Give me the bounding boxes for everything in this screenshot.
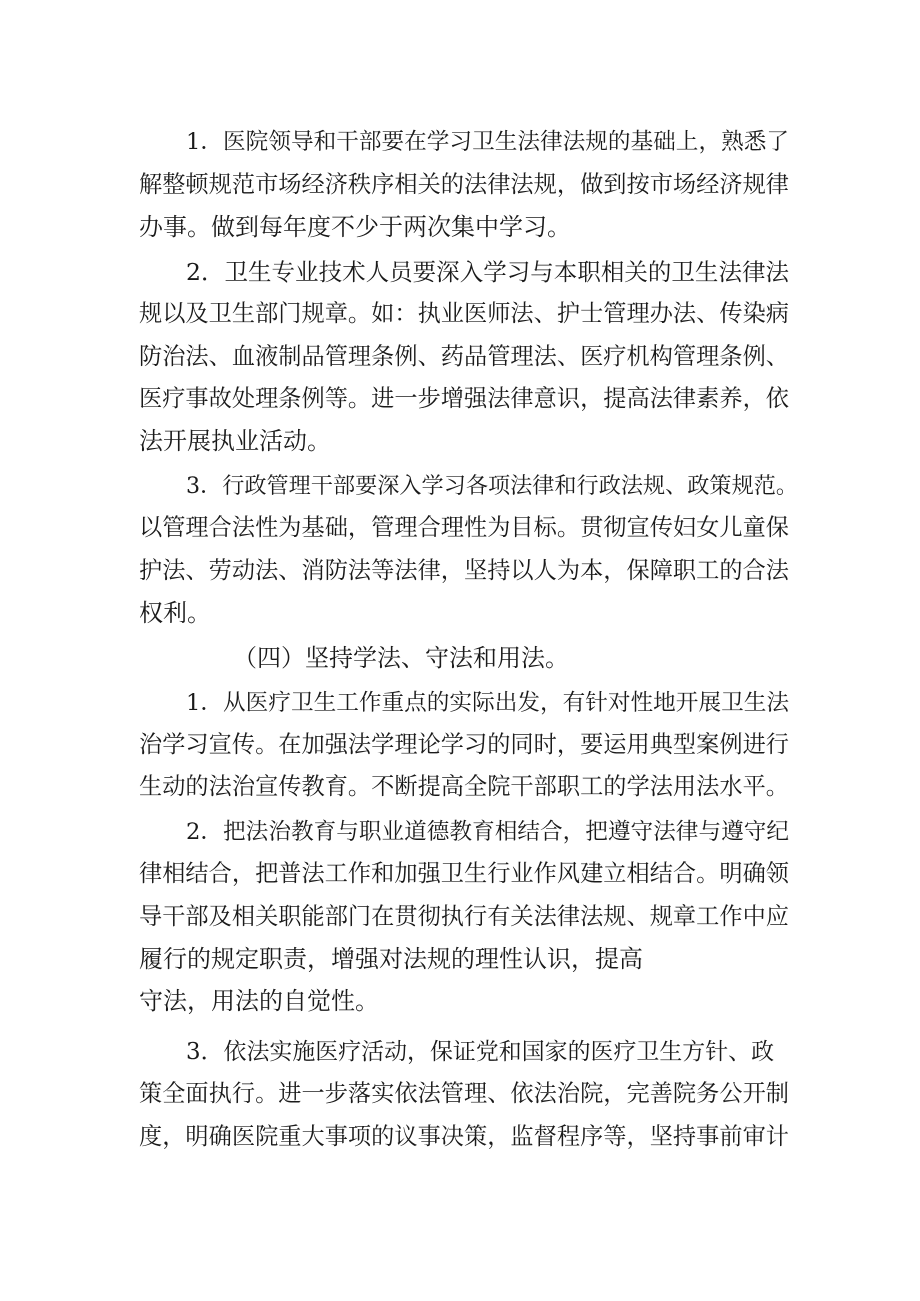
text-line-11: 护法、劳动法、消防法等法律，坚持以人为本，保障职工的合法 [139,557,789,584]
text-line-3: 办事。做到每年度不少于两次集中学习。 [139,213,571,241]
text-line-22: 3．依法实施医疗活动，保证党和国家的医疗卫生方针、政 [186,1039,775,1065]
section-heading: （四）坚持学法、守法和用法。 [233,644,569,672]
text-line-12: 权利。 [139,599,211,627]
text-line-16: 生动的法治宣传教育。不断提高全院干部职工的学法用法水平。 [139,773,789,800]
text-line-7: 医疗事故处理条例等。进一步增强法律意识，提高法律素养，依 [139,385,789,412]
text-line-9: 3．行政管理干部要深入学习各项法律和行政法规、政策规范。 [186,473,799,499]
text-line-24: 度，明确医院重大事项的议事决策，监督程序等，坚持事前审计 [139,1123,789,1150]
text-line-2: 解整顿规范市场经济秩序相关的法律法规，做到按市场经济规律 [139,171,789,198]
text-line-19: 导干部及相关职能部门在贯彻执行有关法律法规、规章工作中应 [139,903,789,930]
text-line-10: 以管理合法性为基础，管理合理性为目标。贯彻宣传妇女儿童保 [139,514,789,541]
text-line-23: 策全面执行。进一步落实依法管理、依法治院，完善院务公开制 [139,1080,789,1107]
text-line-18: 律相结合，把普法工作和加强卫生行业作风建立相结合。明确领 [139,860,789,887]
text-line-20: 履行的规定职责，增强对法规的理性认识，提高 [139,945,643,973]
text-line-14: 1．从医疗卫生工作重点的实际出发，有针对性地开展卫生法 [186,690,789,716]
text-line-1: 1．医院领导和干部要在学习卫生法律法规的基础上，熟悉了 [186,129,789,155]
text-line-6: 防治法、血液制品管理条例、药品管理法、医疗机构管理条例、 [139,343,789,370]
text-line-17: 2．把法治教育与职业道德教育相结合，把遵守法律与遵守纪 [186,819,789,845]
text-line-21: 守法，用法的自觉性。 [139,987,379,1015]
text-line-4: 2．卫生专业技术人员要深入学习与本职相关的卫生法律法 [186,258,790,286]
text-line-15: 治学习宣传。在加强法学理论学习的同时，要运用典型案例进行 [139,731,789,758]
text-line-8: 法开展执业活动。 [139,427,331,455]
text-line-5: 规以及卫生部门规章。如：执业医师法、护士管理办法、传染病 [139,300,789,327]
